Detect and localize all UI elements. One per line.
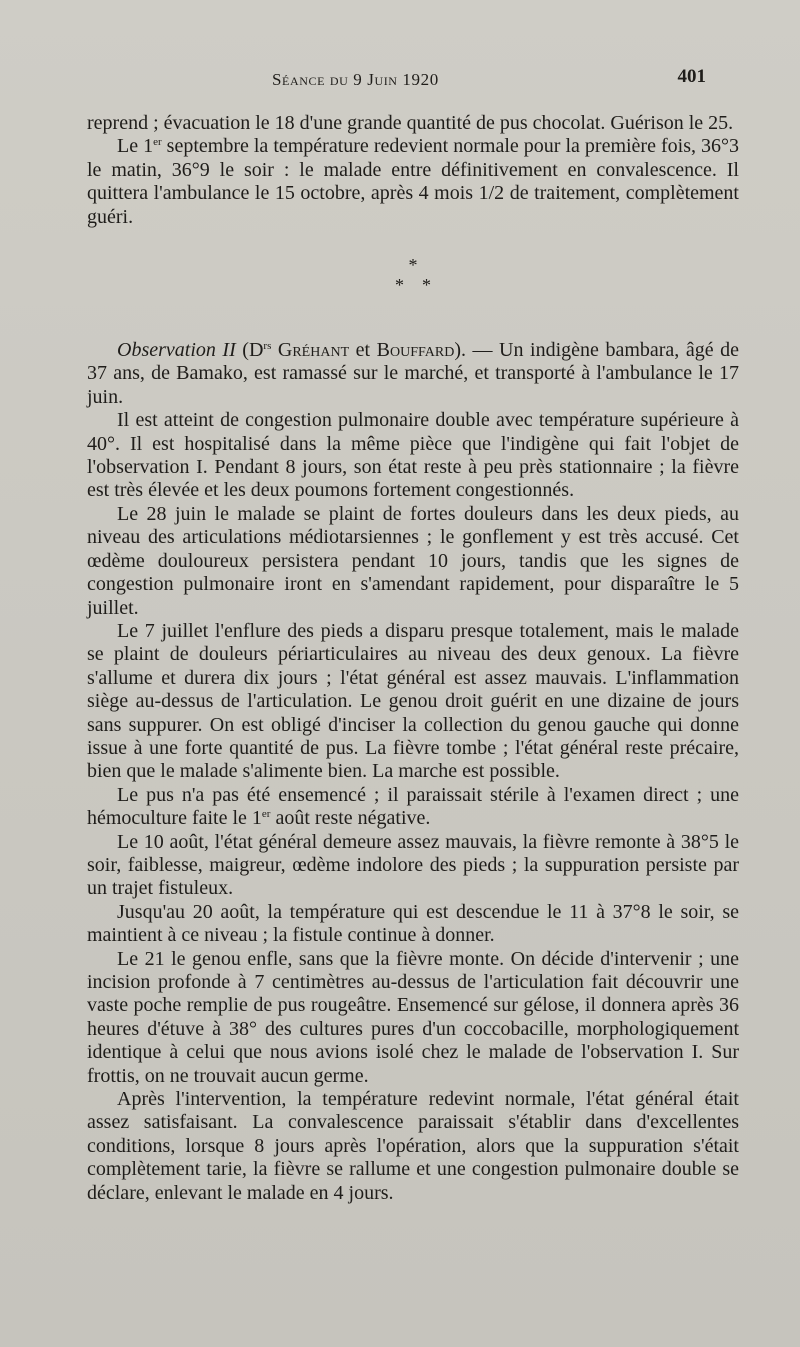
paragraph-july-7: Le 7 juillet l'enflure des pieds a disparu presque totalement, mais le malade se plaint de douleurs périarticulaires au niveau des deux genoux. La fièvre s'allume et durera dix jours ; l'état général est assez mauvais. L'inflammation siège au-dessus de l'articulation. Le genou droit guérit en une dizaine de jours sans suppurer. On est obligé d'inciser la collection du genou gauche qui donne issue à une forte quantité de pus. La fièvre tombe ; l'état général reste précaire, bien que le malade s'alimente bien. La marche est possible.: [87, 619, 739, 783]
page-number: 401: [677, 66, 706, 87]
paragraph-august-10: Le 10 août, l'état général demeure assez mauvais, la fièvre remonte à 38°5 le soir, faiblesse, maigreur, œdème indolore des pieds ; la suppuration persiste par un trajet fistuleux.: [87, 830, 739, 900]
text-fragment: ). — Un indigène bambara, âgé de 37 ans, de Bamako, est ramassé sur le marché, et transporté à l'ambulance le 17 juin.: [87, 339, 740, 408]
text-fragment: août reste négative.: [270, 807, 431, 830]
author-name: Bouffard: [376, 339, 455, 362]
paragraph-august-20: Jusqu'au 20 août, la température qui est descendue le 11 à 37°8 le soir, se maintient à ce niveau ; la fistule continue à donner.: [87, 900, 739, 947]
paragraph-continuation: reprend ; évacuation le 18 d'une grande quantité de pus chocolat. Guérison le 25.: [87, 112, 734, 134]
text-fragment: Le pus n'a pas été ensemencé ; il paraissait stérile à l'examen direct ; une hémoculture faite le 1: [87, 783, 739, 830]
superscript: er: [153, 136, 162, 149]
superscript: rs: [263, 340, 272, 353]
section-separator: [87, 255, 739, 295]
text-fragment: Le 1: [117, 135, 154, 158]
paragraph-congestion: Il est atteint de congestion pulmonaire double avec température supérieure à 40°. Il est hospitalisé dans la même pièce que l'indigène qui fait l'objet de l'observation I. Pendant 8 jours, son état reste à peu près stationnaire ; la fièvre est très élevée et les deux poumons fortement congestionnés.: [87, 409, 739, 502]
paragraph-june-28: Le 28 juin le malade se plaint de fortes douleurs dans les deux pieds, au niveau des articulations médiotarsiennes ; le gonflement y est très accusé. Cet œdème douloureux persistera pendant 10 jours, tandis que les signes de congestion pulmonaire iront en s'amendant rapidement, pour disparaître le 5 juillet.: [87, 502, 739, 619]
paragraph-outcome: Après l'intervention, la température redevint normale, l'état général était assez satisfaisant. La convalescence paraissait s'établir dans d'excellentes conditions, lorsque 8 jours après l'opération, alors que la suppuration s'était complètement tarie, la fièvre se rallume et une congestion pulmonaire double se déclare, enlevant le malade en 4 jours.: [87, 1088, 739, 1204]
asterisk-bottom: **: [395, 275, 449, 296]
superscript: er: [261, 808, 271, 821]
text-fragment: septembre la température redevient normale pour la première fois, 36°3 le matin, 36°9 le soir : le malade entre définitivement en convalescence. Il quittera l'ambulance le 15 octobre, après 4 mois 1/2 de traitement, complètement guéri.: [87, 135, 739, 228]
page-header: [0, 66, 800, 96]
observation-intro: [87, 339, 739, 409]
body-text: [87, 112, 739, 1205]
text-fragment: et: [349, 339, 377, 362]
author-name: Gréhant: [271, 339, 350, 362]
running-head: Séance du 9 Juin 1920: [272, 70, 439, 89]
paragraph-pus: [87, 784, 739, 831]
paragraph-august-21: Le 21 le genou enfle, sans que la fièvre monte. On décide d'intervenir ; une incision profonde à 7 centimètres au-dessus de l'articulation fait découvrir une vaste poche remplie de pus rougeâtre. Ensemencé sur gélose, il donnera après 36 heures d'étuve à 38° des cultures pures d'un coccobacille, morphologiquement identique à celui que nous avions isolé chez le malade de l'observation I. Sur frottis, on ne trouvait aucun germe.: [87, 947, 739, 1087]
text-fragment: (D: [235, 339, 264, 362]
asterisk-top: *: [408, 255, 418, 276]
observation-title: Observation II: [117, 339, 236, 362]
paragraph-september: [87, 135, 739, 229]
